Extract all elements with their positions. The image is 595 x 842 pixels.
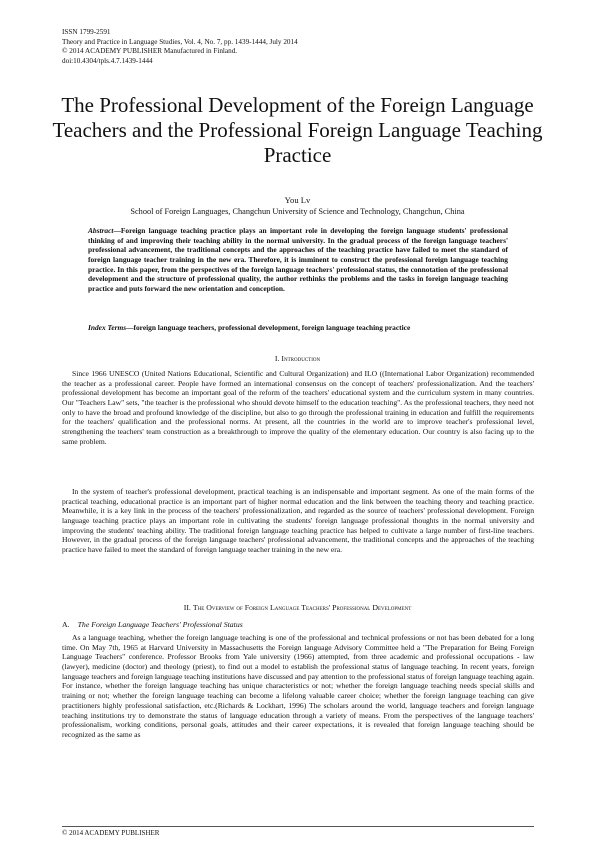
- abstract: [88, 226, 508, 294]
- abstract-label: Abstract: [88, 226, 114, 235]
- section-heading-overview: [0, 603, 595, 612]
- author-name: You Lv: [284, 195, 311, 205]
- footer-divider: [62, 826, 534, 827]
- paper-title: The Professional Development of the Foreign Language Teachers and the Professional Foreign Language Teaching Practice: [52, 93, 543, 167]
- section-number: I.: [274, 354, 280, 363]
- subsection-title: The Foreign Language Teachers' Professional Status: [77, 620, 243, 629]
- subsection-heading: [62, 620, 243, 629]
- index-terms-label: Index Terms: [88, 323, 127, 332]
- intro-paragraph-2: In the system of teacher's professional development, practical teaching is an indispensable and important segment. As one of the main forms of the practical teaching, educational practice is an important part of higher normal education and the link between the teaching theory and teaching practice. Meanwhile, it is a key link in the process of the teachers' professionalization, and regarded as the source of teachers' professional development. Foreign language teaching practice plays an important role in cultivating the students' foreign language professional thoughts in the normal university and improving the students' teaching ability. The traditional foreign language teaching practice has helped to cultivate a large number of first-line teachers. However, in the gradual process of the foreign language teachers' professional advancement, the traditional concepts and the approaches of the teaching practice have failed to meet the standard of foreign language teacher training in the new era.: [62, 487, 534, 555]
- index-terms-text: —foreign language teachers, professional development, foreign language teaching practice: [126, 323, 411, 332]
- journal-citation: Theory and Practice in Language Studies, Vol. 4, No. 7, pp. 1439-1444, July 2014: [62, 37, 298, 46]
- subsection-number: A.: [62, 620, 70, 629]
- copyright-line: © 2014 ACADEMY PUBLISHER Manufactured in Finland.: [62, 47, 238, 56]
- journal-header: [62, 28, 298, 66]
- issn: ISSN 1799-2591: [62, 28, 111, 36]
- section-title: Introduction: [281, 354, 321, 363]
- section-title: The Overview of Foreign Language Teachers' Professional Development: [192, 603, 412, 612]
- index-terms: [88, 323, 508, 333]
- doi: doi:10.4304/tpls.4.7.1439-1444: [62, 56, 153, 65]
- page-footer: © 2014 ACADEMY PUBLISHER: [62, 829, 160, 837]
- section-heading-introduction: [0, 354, 595, 363]
- author-affiliation: School of Foreign Languages, Changchun University of Science and Technology, Changchun, China: [130, 207, 465, 216]
- abstract-text: —Foreign language teaching practice plays an important role in developing the foreign language students' professional thinking of and improving their teaching ability in the normal university. In the gradual process of the foreign language teachers' professional advancement, the traditional concepts and the approaches of the teaching practice have failed to meet the standard of foreign language teacher training in the new era. Therefore, it is imminent to construct the professional foreign language teaching practice. In this paper, from the perspectives of the foreign language teachers' professional status, the connotation of the professional development and the structure of professional quality, the author rethinks the problems and the tasks in foreign language teaching practice and puts forward the new orientation and conception.: [88, 226, 508, 293]
- overview-paragraph-1: As a language teaching, whether the foreign language teaching is one of the professional and technical professions or not has been debated for a long time. On May 7th, 1965 at Harvard University in Massachusetts the Foreign language Advisory Committee held a "The Preparation for Being Foreign Language Teachers" conference. Professor Brooks from Yale university (1966) attempted, from three academic and professional occupations - law (lawyer), medicine (doctor) and theology (priest), to find out a model to establish the professional status of language teaching. In recent years, foreign language teachers and foreign language teaching institutions have discussed and pay attention to the professional status of foreign language teaching again. For instance, whether the foreign language teaching has unique characteristics or not; whether the foreign language teaching needs special skills and training or not; whether the foreign language teaching can become a lifelong valuable career choice; whether the foreign language teaching can give practitioners highly professional satisfaction, etc.(Richards & Lockhart, 1996) The scholars around the world, language teachers and foreign language teaching institutions try to demonstrate the status of language education through a variety of means. From the perspectives of the language teachers' professionalism, working conditions, personal goals, attitudes and their career expectations, it is revealed that foreign language teaching should be recognized as the same as: [62, 633, 534, 739]
- intro-paragraph-1: Since 1966 UNESCO (United Nations Educational, Scientific and Cultural Organization) and ILO ((International Labor Organization) recommended the teacher as a professional career. People have formed an international consensus on the concept of teachers' professionalization. And the teachers' professional development has become an important goal of the reform of the teachers' educational system and the curriculum system in many countries. Our "Teachers Law" sets, "the teacher is the professional who should devote himself to the education teaching". As the professional teachers, they need not only to have the broad and profound knowledge of the discipline, but also to go through the professional training in education and fulfill the requirements for the teachers' qualification and the professional norms. At present, all the countries in the world are to improve teacher's professional level, strengthening the teachers' team construction as a breakthrough to improve the quality of the elementary education. Our country is also facing up to the same problem.: [62, 369, 534, 446]
- section-number: II.: [183, 603, 191, 612]
